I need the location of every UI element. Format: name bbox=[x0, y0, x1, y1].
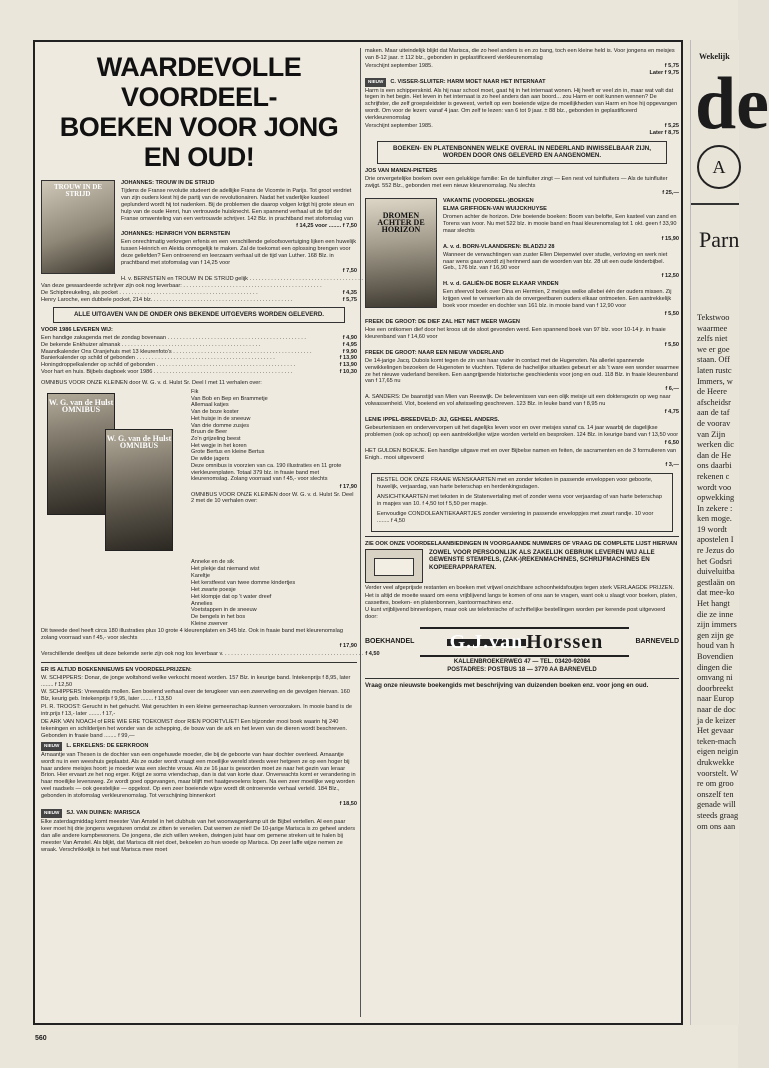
price-row-label: H. v. BERNSTEIN en TROUW IN DE STRIJD gelijk . . . bbox=[121, 276, 388, 283]
omnibus-story-list-2 bbox=[41, 559, 357, 628]
closing-notice: Vraag onze nieuwste boekengids met beschrijving van duizenden boeken enz. voor jong en oud. bbox=[365, 682, 649, 690]
price-row bbox=[41, 335, 357, 342]
later-price: Later f 9,75 bbox=[649, 69, 679, 76]
price-row-label: Van deze gewaardeerde schrijver zijn ook nog leverbaar: . . . bbox=[41, 283, 355, 290]
book-title: FREEK DE GROOT: NAAR EEN NIEUW VADERLAND bbox=[365, 349, 504, 356]
new-badge: NIEUW bbox=[41, 809, 62, 818]
price-row-label: Een handige zakagenda met de zondag bovenaan . . . bbox=[41, 335, 341, 342]
list-item: Het plekje dat niemand wist bbox=[191, 565, 260, 572]
book-title: H. v. d. GALIËN-DE BOER ELKAAR VINDEN bbox=[443, 281, 559, 288]
book-title: JOHANNES: TROUW IN DE STRIJD bbox=[121, 180, 215, 186]
list-item: De bengels in het bos bbox=[191, 614, 246, 621]
price-row bbox=[41, 297, 357, 304]
combo-price-list bbox=[41, 276, 357, 304]
release-note: Verschijnt september 1985. bbox=[365, 62, 433, 69]
voucher-notice-box: BOEKEN- EN PLATENBONNEN WELKE OVERAL IN NEDERLAND INWISSELBAAR ZIJN, WORDEN DOOR ONS GELEVERD EN AANGENOMEN. bbox=[377, 141, 667, 164]
page-number: 560 bbox=[35, 1035, 47, 1042]
column-divider bbox=[360, 48, 361, 1017]
book-description: Wanneer de verwachtingen van zuster Ellen Diepenwiel over studie, verloving en werk niet naar wens gaan wordt zij herinnerd aan de woorden van blz. 28 uit een oude kinderbijbel. Geb., 176 blz. van f 16,90 voor bbox=[443, 251, 668, 272]
logo-mark-part-2: Horssen bbox=[526, 630, 604, 653]
omnibus-description: Dit tweede deel heeft circa 180 illustraties plus 10 grote 4 kleurenplaten en 345 blz. Ook in fraaie band met kleurenomslag zolang voorraad van f 45,- voor slechts bbox=[41, 628, 343, 642]
seal-icon: A bbox=[697, 145, 741, 189]
adjacent-rule bbox=[691, 203, 739, 205]
book-price: f 15,90 bbox=[661, 235, 679, 242]
book-price: f 25,— bbox=[662, 190, 679, 197]
book-title: SJ. VAN DUINEN: MARISCA bbox=[66, 809, 141, 816]
adjacent-header: Wekelijk bbox=[699, 52, 730, 61]
release-row bbox=[365, 123, 679, 130]
book-title: C. VISSER-SLUITER: HARM MOET NAAR HET INTERNAAT bbox=[390, 78, 546, 85]
section-title: ER IS ALTIJD BOEKENNIEUWS EN VOORDEELPRIJZEN: bbox=[41, 666, 192, 673]
adjacent-title: Parn bbox=[699, 227, 740, 252]
price-row-price bbox=[355, 283, 357, 290]
price-row-price: f 9,90 bbox=[342, 348, 357, 355]
address-line-1: KALLENBROEKERWEG 47 — TEL. 03420-92084 bbox=[453, 659, 591, 666]
logo-mark bbox=[420, 627, 629, 657]
omnibus-cover-title: W. G. van de Hulst OMNIBUS bbox=[106, 434, 172, 450]
price-row-price: f 4,95 bbox=[342, 341, 357, 348]
list-item: Anneke en de sik bbox=[191, 559, 234, 566]
list-item: Fik bbox=[191, 389, 199, 396]
book-price: f 5,50 bbox=[664, 311, 679, 318]
book-description: Elke zaterdagmiddag komt meester Van Amstel in het clubhuis van het woonwagenkamp uit de Bijbel vertellen. Al een paar keer moet hij drie jongens wegsturen omdat ze zitten te vervelen. Dat wemen ze niet! De 10-jarige Marisca is zo geheel anders dan alle andere kampbewoners. De jongens, die zich willen wreken, dwingen juist haar om gemene streken uit te halen bij meester Van Amstel. Als blijkt, dat Marisca dit niet doet, bekoelen zo hun woede op Marisca. Op zeer laffe wijze nemen ze wraak. Verschrikkelijk is het wat Marisca mee moet bbox=[41, 818, 356, 853]
book-cover-image bbox=[41, 180, 115, 274]
list-item: Voetstappen in de sneeuw bbox=[191, 607, 257, 614]
price-row-label: Banierkalender op schild of gebonden . . . bbox=[41, 355, 338, 362]
book-price: f 5,50 bbox=[664, 341, 679, 348]
book-price: f 6,— bbox=[665, 386, 679, 393]
omnibus-cover-title: W. G. van de Hulst OMNIBUS bbox=[48, 398, 114, 414]
bookstore-advertisement bbox=[33, 40, 683, 1025]
price-row-label: De Schipbreukeling, als pocket . . . bbox=[41, 290, 341, 297]
price-row-price: f 4,90 bbox=[342, 334, 357, 341]
visit-notice: Het is altijd de moeite waard om eens vrijblijvend langs te komen of ons aan te vragen, want ook u slaagt voor boeken, platen, cassettes, boeken- en platenbonnen, kantoormachines enz. bbox=[365, 592, 677, 606]
news-entries bbox=[41, 675, 357, 740]
book-title: JOHANNES: HEINRICH VON BERNSTEIN bbox=[121, 231, 231, 238]
list-item: Allemaal katjes bbox=[191, 402, 229, 409]
price-row-label: Maandkalender Ons Oranjehuis met 13 kleurenfoto's . . . bbox=[41, 349, 341, 356]
section-title: VOOR 1986 LEVEREN WIJ: bbox=[41, 326, 113, 333]
section-divider bbox=[41, 662, 357, 663]
release-row bbox=[365, 63, 679, 70]
book-description: maken. Maar uiteindelijk blijkt dat Marisca, die zo heel anders is en zo bang, toch een kleine held is. Voor jongens en meisjes van 8-12 jaar. ± 112 blz., gebonden in geplastificeerd vierkleurenomslag bbox=[365, 48, 675, 61]
list-item: Kareltje bbox=[191, 572, 210, 579]
book-price: f 18,50 bbox=[339, 801, 357, 808]
price-row bbox=[41, 349, 357, 356]
omnibus-story-list-1 bbox=[191, 389, 357, 463]
card-offer: BESTEL OOK ONZE FRAAIE WENSKAARTEN met en zonder teksten in passende enveloppen voor geboorte, huwelijk, verjaardag, van harte beterschap en herdenkingsdagen. bbox=[377, 477, 653, 491]
new-badge: NIEUW bbox=[365, 78, 386, 87]
book-description: Drie onvergetelijke boeken over een gelukkige familie: En de tuinfluiter zingt — Een nest vol tuinfluiters — Als de tuinfluiter zwijgt. 552 Blz., gebonden met een nieuw kleurenomslag. Nu slechts bbox=[365, 175, 668, 189]
book-description: Arnaantje van Thesen is de dochter van een ongehuwde moeder, die bij de geboorte van haar dochter overleed. Arnaantje wordt nu in een weeshuis geplaatst. Als ze ouder wordt vraagt een moeilijke wereld steeds weer hetgeen ze op een hoger bij haar andere meisjes hoort: je moeder was een slechte vrouw. Als ze 16 jaar is geworden moet ze naar het gezin van leraar Brion. Hier ervaart ze het nog erger. Krijgt ze soms vriendschap, dan is dat van korte duur. Onverwachts komt er verandering in haar moeilijke levensweg. Ze wordt goed opgevangen, maar blijft met haatgevoelens lopen. Na een zeer moeilijke weg worden veel raadsels — ook geestelijke — opgelost. Op een zeer boeiende wijze wordt dit ontroerende verhaal verteld. 184 Blz., gebonden in stofomslag verkleurenomslag. Tot verschijning binnenkort bbox=[41, 751, 356, 800]
calendar-price-list bbox=[41, 335, 357, 376]
book-title: ELMA GRIFFIOEN-VAN WUIJCKHUYSE bbox=[443, 206, 547, 213]
book-description: Gebeurtenissen en ondervervorpen uit het dagelijks leven voor en over meisjes vanaf ca. 14 jaar waarbij de dagelijkse problemen (ook op school) op een aantrekkelijke wijze worden verteld en besproken. 124 Blz. in keurige band van f 13,50 voor bbox=[365, 424, 679, 438]
price-row bbox=[121, 276, 357, 283]
later-price: Later f 8,75 bbox=[649, 129, 679, 136]
book-price: f 3,— bbox=[665, 462, 679, 469]
greeting-cards-box bbox=[371, 473, 673, 531]
price-row-price: f 13,90 bbox=[339, 362, 357, 369]
book-description: Een sfeervol boek over Dina en Hermien, 2 meisjes welke allebei één der ouders missen. Zij krijgen veel te verwerken als de onvergeetbaren ouders elkaar ontmoeten. Een aantrekkelijk boek voor moeder en dochter van 161 blz. in mooie band van f 12,90 voor bbox=[443, 289, 672, 309]
remainders-notice: Verder veel afgeprijsde restanten en boeken met vrijwel onzichtbare schoonheidsfoutjes tegen sterk VERLAAGDE PRIJZEN. bbox=[365, 584, 675, 591]
price-row bbox=[41, 362, 357, 369]
bookstore-logo bbox=[365, 627, 679, 657]
book-description: Tijdens de Franse revolutie studeert de adellijke Frans de Vicomte in Parijs. Tot groot verdriet van zijn ouders kiest hij de partij van de revolutionairen. Nadat het vaderlijke kasteel geplunderd wordt hij tot nadenken. Bij de problemen die daarop volgen krijgt hij grote steun en hulp van de oude Henri, hun vertrouwde huisknecht. Een spannend verhaal uit de tijd der Franse omwenteling van een vertrouwde schrijver. 142 Blz. in prachtband met stofomslag van bbox=[121, 187, 355, 222]
right-column bbox=[365, 48, 679, 1017]
ordering-notice: U kunt vrijblijvend binnenlopen, maar ook uw telefonische of schriftelijke bestellingen worden per kerende post uitgevoerd door: bbox=[365, 607, 666, 621]
price-row-label: Voor hart en huis. Bijbels dagboek voor 1986 . . . bbox=[41, 369, 338, 376]
news-entry: W. SCHIPPERS: Vreewalds mollen. Een boeiend verhaal over de terugkeer van een zwerveling en de gevolgen hiervan. 160 Blz, keurig geb. Intekenprijs f 9,95, later ........ f 13,50 bbox=[41, 689, 350, 703]
omnibus-price: f 17,90 bbox=[339, 642, 357, 649]
omnibus-block bbox=[41, 389, 357, 559]
book-price: f 6,50 bbox=[664, 439, 679, 446]
left-column bbox=[41, 48, 380, 1017]
price-row bbox=[41, 342, 357, 349]
office-supplies-notice: ZOWEL VOOR PERSOONLIJK ALS ZAKELIJK GEBRUIK LEVEREN WIJ ALLE GEWENSTE STEMPELS, (ZAK-)REKENMACHINES, SCHRIJFMACHINES EN KOPIEERAPPARATEN. bbox=[429, 548, 655, 571]
list-item: Annelies bbox=[191, 600, 213, 607]
price-row-label: Honingdroppelkalender op schild of gebonden . . . bbox=[41, 362, 338, 369]
new-badge: NIEUW bbox=[41, 742, 62, 751]
ad-headline bbox=[41, 52, 357, 172]
book-title: FREEK DE GROOT: DE DIEF ZAL HET NIET MEER WAGEN bbox=[365, 319, 520, 326]
book-cover-caption: DROMEN ACHTER DE HORIZON bbox=[377, 211, 425, 235]
publisher-notice-box: ALLE UITGAVEN VAN DE ONDER ONS BEKENDE UITGEVERS WORDEN GELEVERD. bbox=[53, 307, 345, 322]
book-title: L. ERKELENS: DE EERKROON bbox=[66, 742, 149, 749]
book-cover-caption: TROUW IN DE STRIJD bbox=[53, 183, 103, 198]
book-description: Een onrechtmatig verkregen erfenis en een verschillende geloofsovertuiging lijken een huwelijk tussen Heinrich en Aleida onmogelijk te maken. Zal de toekomst een oplossing brengen voor deze geliefden? Een ontroerend en leerzaam verhaal uit de tijd van Luther. 168 Blz. in prachtband met stofomslag van f 14,25 voor bbox=[121, 239, 357, 266]
book-price: f 4,75 bbox=[664, 409, 679, 416]
omnibus-story-list bbox=[191, 389, 357, 506]
omnibus-footnote-row bbox=[41, 650, 380, 658]
list-item: Het zwarte poesje bbox=[191, 586, 236, 593]
news-entry: DE ARK VAN NOACH of ERE WIE ERE TOEKOMST door RIEN POORTVLIET! Een bijzonder mooi boek waarin hij 240 tekeningen en schilderijen het wonder van de schepping, de bouw van de ark en het leven van de dieren wordt beschreven. Gebonden in fraaie band ........ f 99,— bbox=[41, 719, 347, 739]
omnibus-intro: OMNIBUS VOOR ONZE KLEINEN door W. G. v. d. Hulst Sr. Deel I met 11 verhalen over: bbox=[41, 380, 262, 387]
headline-line-2: BOEKEN VOOR JONG EN OUD! bbox=[59, 112, 339, 172]
book-title: JOS VAN MANEN-PIETERS bbox=[365, 167, 438, 174]
price-row bbox=[41, 369, 357, 376]
headline-line-1: WAARDEVOLLE VOORDEEL- bbox=[96, 52, 302, 112]
list-item: Het klompje dat op 't water dreef bbox=[191, 593, 272, 600]
price-row-label: Henry Laroche, een dubbele pocket, 214 blz. . . . bbox=[41, 297, 341, 304]
price-row-label: De bekende Enkhuizer almanak . . . bbox=[41, 342, 341, 349]
list-item: Het huisje in de sneeuw bbox=[191, 415, 251, 422]
book-price: f 7,50 bbox=[342, 267, 357, 274]
omnibus-footnote: Verschillende deeltjes uit deze bekende serie zijn ook nog los leverbaar v. . . . bbox=[41, 651, 363, 658]
omnibus-description: Deze omnibus is voorzien van ca. 190 illustraties en 11 grote vierkleurenplaten. Totaal 379 blz. in fraaie band met kleurenomslag. Zolang voorraad van f 45,- voor slechts bbox=[191, 462, 342, 483]
list-item: Kleine zwerver bbox=[191, 621, 228, 628]
news-entry: PI. R. TROOST: Gerucht in het gehucht. Wat geruchten in een kleine gemeenschap kunnen veroorzaken. In mooie band is de intr.prijs f 13,- later ........ f 17,- bbox=[41, 704, 352, 718]
book-description: HET GULDEN BOEKJE. Een handige uitgave met en over Bijbelse namen en feiten, de sacramenten en de 3 formulieren van Enigh.. mooi uitgevoerd bbox=[365, 447, 677, 461]
card-offer: ANSICHTKAARTEN met teksten in de Statenvertaling met of zonder wens voor verjaardag of van harte beterschap in mapjes van 10. f 4,50 tot f 5,50 per mapje. bbox=[377, 494, 663, 508]
envelope-icon bbox=[365, 549, 423, 583]
price-row bbox=[41, 290, 357, 297]
release-note: Verschijnt september 1985. bbox=[365, 123, 433, 130]
price-row bbox=[41, 355, 357, 362]
price-row bbox=[41, 283, 357, 290]
logo-city: BARNEVELD bbox=[635, 637, 679, 645]
section-divider bbox=[365, 536, 679, 537]
list-item: Het kerstfeest van twee domme kindertjes bbox=[191, 579, 296, 586]
book-description: A. SANDERS: De baanstijd van Mien van Reeswijk. De belevenissen van een olijk meisje uit een doktersgezin op weg naar volwassenheid. Vlot, boeiend en vol afwisseling geschreven. 123 Blz. in leuke band van f 8,95 nu bbox=[365, 394, 671, 408]
list-item: Bruun de Beer bbox=[191, 429, 228, 436]
omnibus-price: f 17,90 bbox=[339, 483, 357, 490]
book-description: Dromen achter de horizon. Drie boeiende boeken: Boom van belofte, Een kasteel van zand en Torens van ivoor. Nu met 522 blz. in mooie band en fraai kleurenomslag tot 1 okt. geen f 33,90 maar slechts bbox=[443, 214, 677, 234]
adjacent-masthead: de bbox=[695, 63, 769, 145]
news-entry: W. SCHIPPERS: Donar, de jonge woltshond welke verkocht moest worden. 157 Blz. in keurige band. Intekenprijs f 8,95, later ........ f 12,50 bbox=[41, 674, 351, 688]
book-cover-image bbox=[365, 198, 437, 308]
book-description: Hoe een ontkomen dief door het kroos uit de sloot gevonden werd. Een spannend boek van 97 blz. voor 10-14 jr. in fraaie kleurenband van f 14,60 voor bbox=[365, 327, 666, 341]
omnibus-cover-image bbox=[105, 429, 173, 551]
store-address bbox=[365, 659, 679, 674]
logo-mark-part-1: G.J.van bbox=[447, 639, 527, 646]
book-price: f 12,50 bbox=[661, 273, 679, 280]
card-offer: Eenvoudige CONDOLEANTIEKAARTJES zonder versiering in passende enveloppjes met zwart randje. 10 voor ........ f 4,50 bbox=[377, 510, 654, 524]
section-divider bbox=[365, 678, 679, 679]
book-title: A. v. d. BORN-VLAANDEREN: BLADZIJ 28 bbox=[443, 243, 555, 250]
omnibus-cover-images bbox=[47, 393, 187, 553]
section-title: ZIE OOK ONZE VOORDEELAANBIEDINGEN IN VOORGAANDE NUMMERS OF VRAAG DE COMPLETE LIJST HIERVAN bbox=[365, 540, 678, 547]
list-item: Van de boze koster bbox=[191, 409, 239, 416]
price-row-price: f 10,30 bbox=[339, 369, 357, 376]
book-description: Harm is een schippersknid. Als hij naar school moet, gaat hij in het internaat wonen. Hij heeft er veel zin in, maar wat valt dat tegen in het begin. Het leven in het internaat is zo heel anders dan aan boord... zou Harm er ooit kunnen wennen? De schrijfster, die zelf groepsleidster is geweest, vertelt op een boeiende wijze de moeilijkheden van Harm en hoe hij opgevangen wordt. Om voor de lezen: vanaf 4 jaar. Om zelf te lezen: van 6 tot 9 jaar. ± 88 blz., gebonden in geplastificeerd vierkleurenomslag bbox=[365, 87, 678, 122]
omnibus-intro-2: OMNIBUS VOOR ONZE KLEINEN door W. G. v. d. Hulst Sr. Deel 2 met de 10 verhalen over: bbox=[191, 491, 354, 505]
address-line-2: POSTADRES: POSTBUS 18 — 3770 AA BARNEVELD bbox=[447, 666, 597, 673]
price-row-price: f 13,90 bbox=[339, 355, 357, 362]
book-price: f 14,25 voor ........ f 7,50 bbox=[296, 223, 357, 230]
section-title: VAKANTIE (VOORDEEL-)BOEKEN bbox=[443, 198, 534, 205]
price-row-price: f 4,35 bbox=[342, 289, 357, 296]
list-item: Van drie domme zusjes bbox=[191, 422, 250, 429]
list-item: De wilde jagers bbox=[191, 456, 230, 463]
logo-left-text: BOEKHANDEL bbox=[365, 637, 415, 645]
book-description: De 14-jarige Jacq. Dubois komt tegen de zin van haar vader in contact met de Hugenoten. Na allerlei spannende verwikkelingen bezoeken de Hugenoten te vluchten. Tijdens de hachelijke situaties gebeurt er als 't ware een wonder waarmee ze het nieuwe vaderland bereiken. Een aangrijpende historische geschiedenis voor jong en oud. 118 Blz. in fraaie kleurenband van f 17,65 nu bbox=[365, 357, 679, 385]
list-item: Van Bob en Bep en Brammetje bbox=[191, 395, 268, 402]
price-row-price: f 5,75 bbox=[342, 296, 357, 303]
list-item: Het wegje in het koren bbox=[191, 442, 247, 449]
adjacent-page-fragment bbox=[690, 40, 769, 1025]
book-price: f 5,75 bbox=[664, 62, 679, 69]
book-title: LENIE IPPEL-BREEDVELD: JIJ, GEHEEL ANDERS. bbox=[365, 417, 500, 423]
list-item: Grote Bertus en kleine Bertus bbox=[191, 449, 265, 456]
list-item: Zo'n grijzeling beest bbox=[191, 435, 241, 442]
omnibus-footnote-price: f 4,50 bbox=[365, 650, 380, 657]
adjacent-body-text: Tekstwoo waarmee zelfs niet we er goe staan. Off laten rustc Immers, w de Heere afscheidsr aan de taf de voorav van Zijn werken dic dan de He ons daarbi rekenen c wordt voo opwekking In zekere : ken moge. 19 wordt apostelen I re Jezus do het Godsri duiveluitba gestlaän on dat mee-ko Het hangt die ze inne zijn immers gen zijn ge houd van h Bovendien dingen die omvang ni doorbreekt naar Europ naar de doc ja de keizer Het gevaar teken-mach eigen neigin drukwekke voorstelt. W re om groo onszelf ten genade will steeds graag om ons aan bbox=[697, 313, 739, 831]
book-price: f 5,25 bbox=[664, 123, 679, 130]
